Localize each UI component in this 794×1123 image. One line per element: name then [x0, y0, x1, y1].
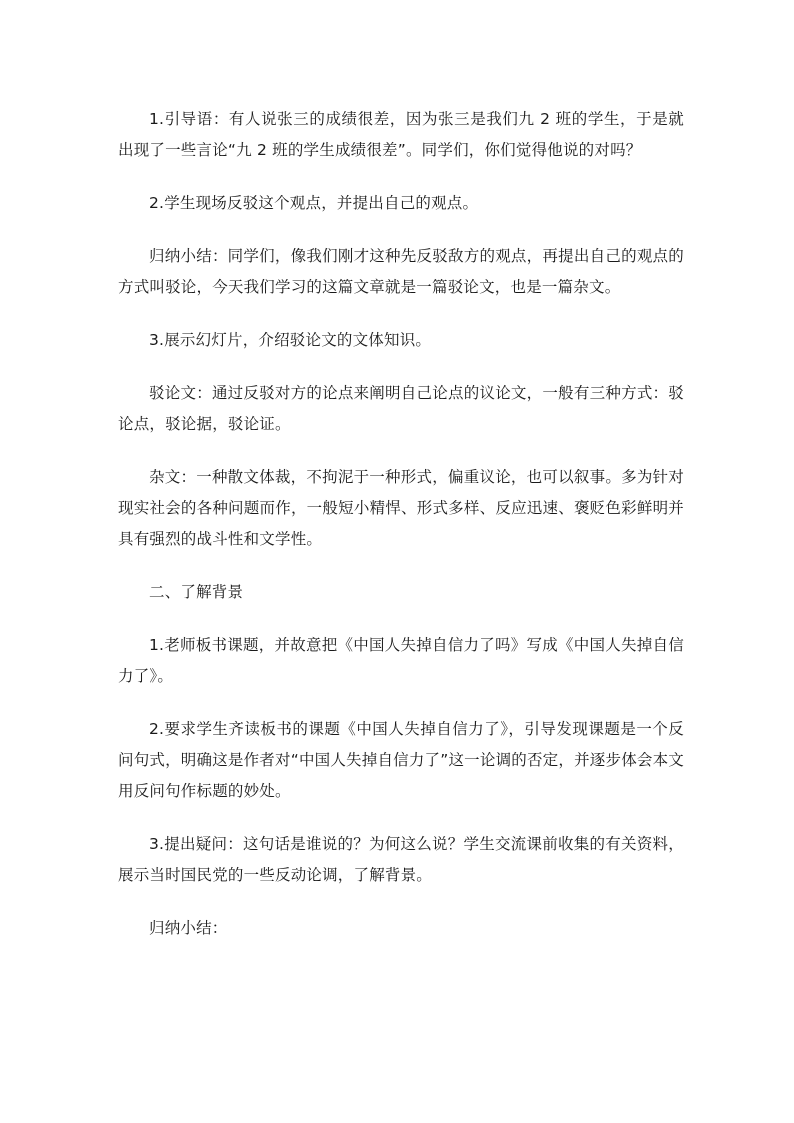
paragraph-read-title: 2.要求学生齐读板书的课题《中国人失掉自信力了》，引导发现课题是一个反问句式，明确这是作者对“中国人失掉自信力了”这一论调的否定，并逐步体会本文用反问句作标题的妙处。	[118, 720, 684, 800]
paragraph-summary-2: 归纳小结：	[149, 919, 228, 937]
paragraph-question: 3.提出疑问：这句话是谁说的？为何这么说？学生交流课前收集的有关资料，展示当时国民党的一些反动论调，了解背景。	[118, 835, 684, 884]
paragraph-board-title: 1.老师板书课题，并故意把《中国人失掉自信力了吗》写成《中国人失掉自信力了》。	[118, 636, 684, 685]
section-heading-background: 二、了解背景	[149, 583, 244, 601]
paragraph-refutation-definition: 驳论文：通过反驳对方的论点来阐明自己论点的议论文，一般有三种方式：驳论点，驳论据，驳论证。	[118, 384, 684, 433]
paragraph-slides: 3.展示幻灯片，介绍驳论文的文体知识。	[149, 331, 432, 349]
paragraph-summary-1: 归纳小结：同学们，像我们刚才这种先反驳敌方的观点，再提出自己的观点的方式叫驳论，今天我们学习的这篇文章就是一篇驳论文，也是一篇杂文。	[118, 247, 684, 296]
paragraph-essay-definition: 杂文：一种散文体裁，不拘泥于一种形式，偏重议论，也可以叙事。多为针对现实社会的各种问题而作，一般短小精悍、形式多样、反应迅速、褒贬色彩鲜明并具有强烈的战斗性和文学性。	[118, 468, 684, 548]
paragraph-lead-in: 1.引导语：有人说张三的成绩很差，因为张三是我们九 2 班的学生，于是就出现了一些言论“九 2 班的学生成绩很差”。同学们，你们觉得他说的对吗？	[118, 110, 684, 159]
document-body	[118, 104, 684, 966]
paragraph-student-rebuttal: 2.学生现场反驳这个观点，并提出自己的观点。	[149, 194, 479, 212]
